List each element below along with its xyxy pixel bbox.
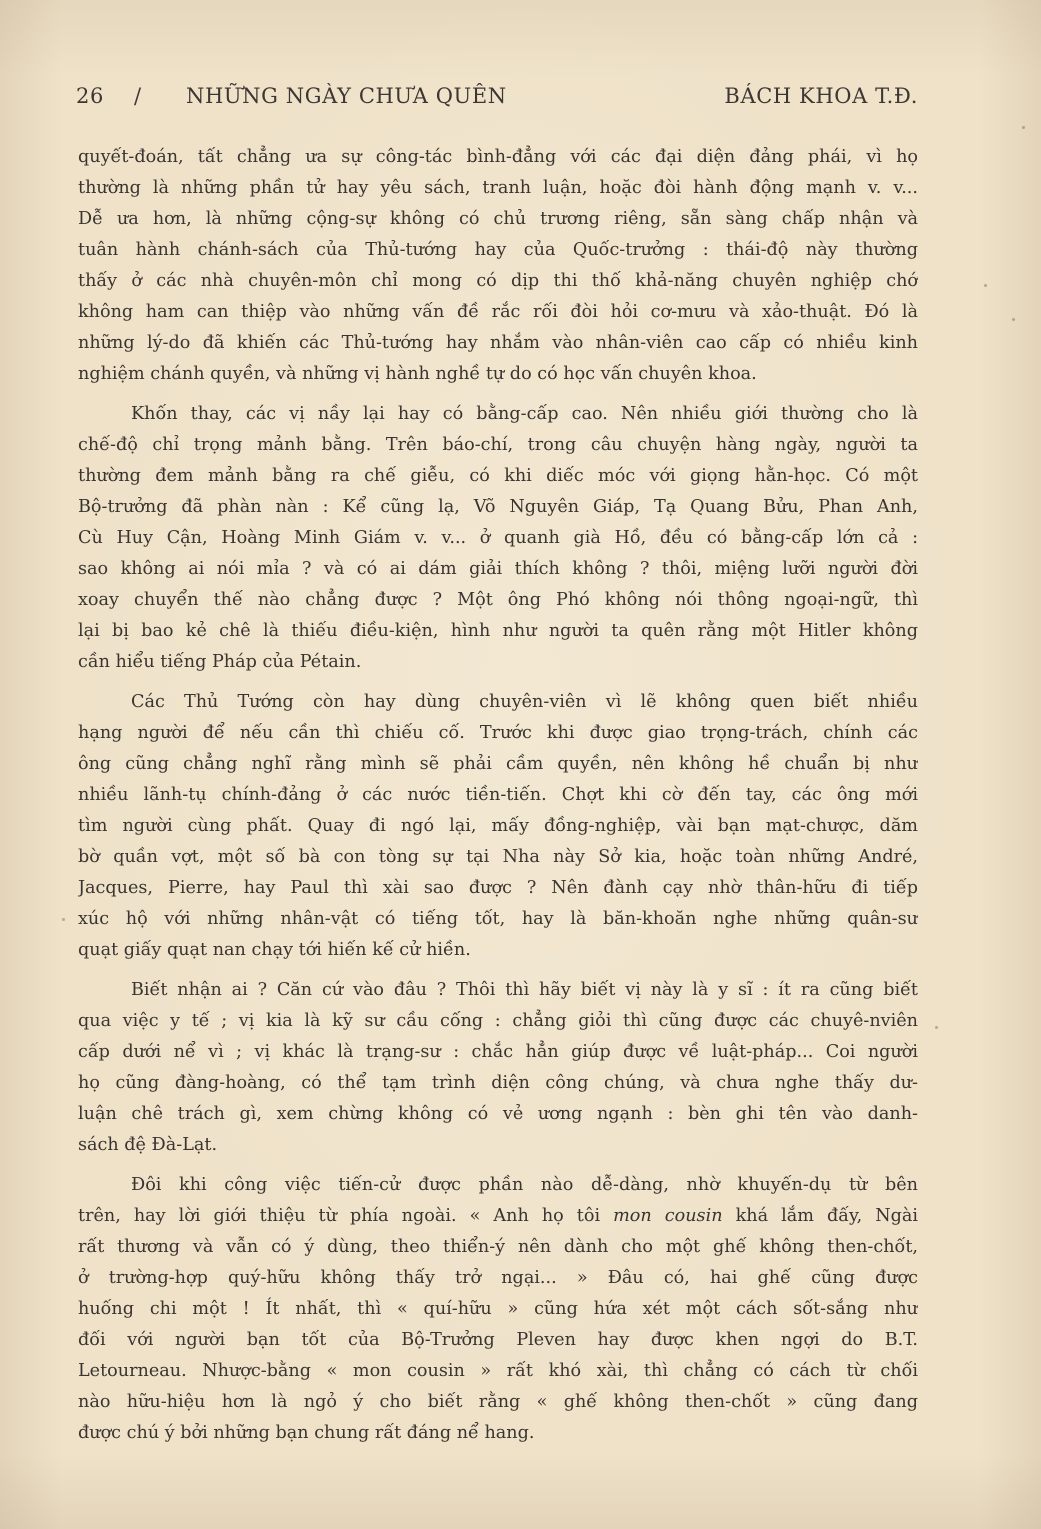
text-line: Đôi khi công việc tiến-cử được phần nào dễ-dàng, nhờ khuyến-dụ từ bên [131,1175,918,1195]
text-line: tìm người cùng phất. Quay đi ngó lại, mấy đồng-nghiệp, vài bạn mạt-chược, dăm [78,816,918,836]
body-text [78,142,918,1458]
text-line: tuân hành chánh-sách của Thủ-tướng hay của Quốc-trưởng : thái-độ này thường [78,240,918,260]
running-title: NHỮNG NGÀY CHƯA QUÊN [186,84,507,108]
text-line: quyết-đoán, tất chẳng ưa sự công-tác bình-đẳng với các đại diện đảng phái, vì họ [78,147,918,167]
text-line: trên, hay lời giới thiệu từ phía ngoài. « Anh họ tôi mon cousin khá lắm đấy, Ngài [78,1206,918,1226]
text-line: Dễ ưa hơn, là những cộng-sự không có chủ trương riêng, sẵn sàng chấp nhận và [78,209,918,229]
page-header [76,84,918,118]
paper-speck [1012,318,1015,321]
text-line: Letourneau. Nhược-bằng « mon cousin » rất khó xài, thì chẳng có cách từ chối [78,1361,918,1381]
paper-speck [935,1026,938,1029]
paragraph [78,975,918,1161]
text-line: nhiều lãnh-tụ chính-đảng ở các nước tiền-tiến. Chợt khi cờ đến tay, các ông mới [78,785,918,805]
text-line: ông cũng chẳng nghĩ rằng mình sẽ phải cầm quyền, nên không hề chuẩn bị như [78,754,918,774]
paper-speck [984,284,987,287]
text-line: thấy ở các nhà chuyên-môn chỉ mong có dịp thi thố khả-năng chuyên nghiệp chớ [78,271,918,291]
text-line: qua việc y tế ; vị kia là kỹ sư cầu cống : chẳng giỏi thì cũng được các chuyê-nviên [78,1011,918,1031]
text-line: sao không ai nói mỉa ? và có ai dám giải thích không ? thôi, miệng lưỡi người đời [78,559,918,579]
text-line: đối với người bạn tốt của Bộ-Trưởng Pleven hay được khen ngợi do B.T. [78,1330,918,1350]
text-line: những lý-do đã khiến các Thủ-tướng hay nhắm vào nhân-viên cao cấp có nhiều kinh [78,333,918,353]
text-line: cấp dưới nể vì ; vị khác là trạng-sư : chắc hẳn giúp được về luật-pháp... Coi người [78,1042,918,1062]
header-separator: / [134,84,142,108]
text-line: Cù Huy Cận, Hoàng Minh Giám v. v... ở quanh già Hồ, đều có bằng-cấp lớn cả : [78,528,918,548]
paper-speck [62,918,65,921]
text-line: Các Thủ Tướng còn hay dùng chuyên-viên vì lẽ không quen biết nhiều [131,692,918,712]
text-line: thường đem mảnh bằng ra chế giễu, có khi diếc móc với giọng hằn-học. Có một [78,466,918,486]
text-line: được chú ý bởi những bạn chung rất đáng nể hang. [78,1423,535,1443]
text-line: bờ quần vợt, một số bà con tòng sự tại Nha này Sở kia, hoặc toàn những André, [78,847,918,867]
text-line: quạt giấy quạt nan chạy tới hiến kế cử hiền. [78,940,471,960]
text-line: luận chê trách gì, xem chừng không có vẻ ương ngạnh : bèn ghi tên vào danh- [78,1104,918,1124]
paragraph [78,142,918,390]
text-line: Bộ-trưởng đã phàn nàn : Kể cũng lạ, Võ Nguyên Giáp, Tạ Quang Bửu, Phan Anh, [78,497,918,517]
text-line: Khốn thay, các vị nầy lại hay có bằng-cấp cao. Nên nhiều giới thường cho là [131,404,918,424]
text-line: họ cũng đàng-hoàng, có thể tạm trình diện công chúng, và chưa nghe thấy dư- [78,1073,918,1093]
text-line: ở trường-hợp quý-hữu không thấy trở ngại... » Đâu có, hai ghế cũng được [78,1268,918,1288]
publication-name: BÁCH KHOA T.Đ. [724,84,918,108]
text-line: nghiệm chánh quyền, và những vị hành nghề tự do có học vấn chuyên khoa. [78,364,757,384]
text-line: rất thương và vẫn có ý dùng, theo thiển-ý nên dành cho một ghế không then-chốt, [78,1237,918,1257]
text-line: nào hữu-hiệu hơn là ngỏ ý cho biết rằng « ghế không then-chốt » cũng đang [78,1392,918,1412]
text-line: huống chi một ! Ít nhất, thì « quí-hữu » cũng hứa xét một cách sốt-sắng như [78,1299,918,1319]
paper-speck [1022,126,1025,129]
text-line: Jacques, Pierre, hay Paul thì xài sao được ? Nên đành cạy nhờ thân-hữu đi tiếp [78,878,918,898]
text-line: chế-độ chỉ trọng mảnh bằng. Trên báo-chí, trong câu chuyện hàng ngày, người ta [78,435,918,455]
text-line: thường là những phần tử hay yêu sách, tranh luận, hoặc đòi hành động mạnh v. v... [78,178,918,198]
text-line: lại bị bao kẻ chê là thiếu điều-kiện, hình như người ta quên rằng một Hitler không [78,621,918,641]
page-number: 26 [76,84,104,108]
paragraph [78,687,918,966]
text-line: xoay chuyển thế nào chẳng được ? Một ông Phó không nói thông ngoại-ngữ, thì [78,590,918,610]
text-line: hạng người để nếu cần thì chiếu cố. Trước khi được giao trọng-trách, chính các [78,723,918,743]
text-line: cần hiểu tiếng Pháp của Pétain. [78,652,362,672]
text-line: không ham can thiệp vào những vấn đề rắc rối đòi hỏi cơ-mưu và xảo-thuật. Đó là [78,302,918,322]
paragraph [78,399,918,678]
text-line: sách đệ Đà-Lạt. [78,1135,218,1155]
paragraph [78,1170,918,1449]
text-line: Biết nhận ai ? Căn cứ vào đâu ? Thôi thì hãy biết vị này là y sĩ : ít ra cũng biết [131,980,918,1000]
text-line: xúc hộ với những nhân-vật có tiếng tốt, hay là băn-khoăn nghe những quân-sư [78,909,918,929]
